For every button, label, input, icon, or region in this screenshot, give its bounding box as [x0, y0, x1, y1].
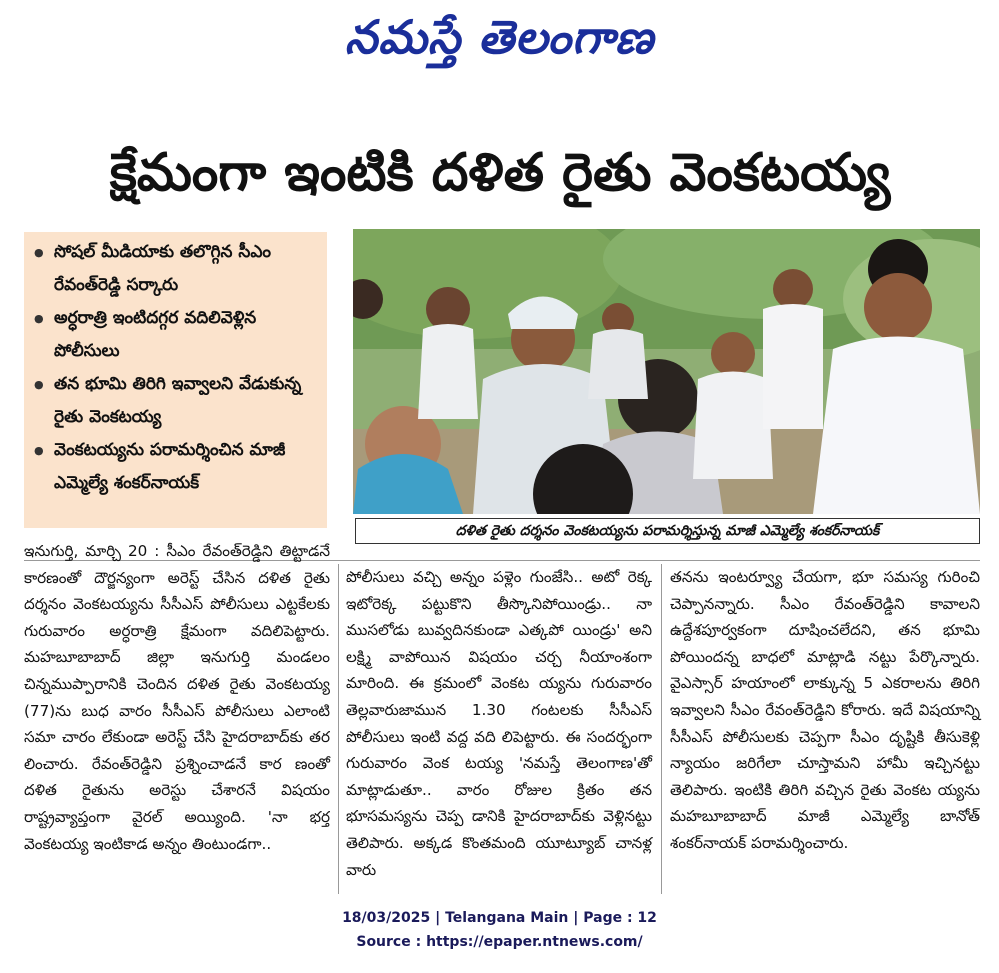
- column-divider: [338, 564, 339, 894]
- article-column-2: పోలీసులు వచ్చి అన్నం పళ్లెం గుంజేసి.. అటో రెక్క ఇటోరెక్క పట్టుకొని తీస్కొనిపోయిండ్రు.. నా ముసలోడు బువ్వదినకుండా ఎత్కపో యిండ్రు' అని లక్ష్మి వాపోయిన విషయం చర్చ నీయాంశంగా మారింది. ఈ క్రమంలో వెంకట య్యను గురువారం తెల్లవారుజామున 1.30 గంటలకు సీసీఎస్ పోలీసులు ఇంటి వద్ద వది లిపెట్టారు. ఈ సందర్భంగా గురువారం వెంక టయ్య 'నమస్తే తెలంగాణ'తో మాట్లాడుతూ.. వారం రోజుల క్రితం తన భూసమస్యను చెప్ప డానికి హైదరాబాద్‌కు వెళ్లినట్టు తెలిపారు. అక్కడ కొంతమంది యూట్యూబ్ చానళ్ల వారు: [346, 568, 652, 879]
- highlight-item: ● తన భూమి తిరిగి ఇవ్వాలని వేడుకున్న రైతు వెంకటయ్య: [34, 368, 321, 434]
- column-divider: [661, 564, 662, 894]
- highlights-box: [24, 232, 327, 528]
- article-column-3: తనను ఇంటర్వ్యూ చేయగా, భూ సమస్య గురించి చెప్పానన్నారు. సీఎం రేవంత్‌రెడ్డిని కావాలని ఉద్దేశపూర్వకంగా దూషించలేదని, తన భూమి పోయిందన్న బాధలో మాట్లాడి నట్టు పేర్కొన్నారు. వైఎస్సార్ హయాంలో లాక్కున్న 5 ఎకరాలను తిరిగి ఇవ్వాలని సీఎం రేవంత్‌రెడ్డిని కోరారు. ఇదే విషయాన్ని సీసీఎస్ పోలీసులకు చెప్పగా సీఎం దృష్టికి తీసుకెళ్లి న్యాయం జరిగేలా చూస్తామని హామీ ఇచ్చినట్టు తెలిపారు. ఇంటికి తిరిగి వచ్చిన రైతు వెంకట య్యను మహబూబాబాద్ మాజీ ఎమ్మెల్యే బానోత్ శంకర్‌నాయక్ పరామర్శించారు.: [670, 568, 980, 852]
- highlight-item: ● అర్ధరాత్రి ఇంటిదగ్గర వదిలివెళ్లిన పోలీసులు: [34, 302, 321, 368]
- footer-date-line: 18/03/2025 | Telangana Main | Page : 12: [342, 910, 657, 926]
- highlight-item: ● సోషల్ మీడియాకు తలొగ్గిన సీఎం రేవంత్‌రెడ్డి సర్కారు: [34, 236, 321, 302]
- highlight-item: ● వెంకటయ్యను పరామర్శించిన మాజీ ఎమ్మెల్యే శంకర్‌నాయక్: [34, 434, 321, 500]
- footer-source-line[interactable]: Source : https://epaper.ntnews.com/: [356, 934, 643, 950]
- headline: క్షేమంగా ఇంటికి దళిత రైతు వెంకటయ్య: [109, 143, 891, 203]
- masthead-title: నమస్తే తెలంగాణ: [344, 10, 655, 64]
- article-column-1: ఇనుగుర్తి, మార్చి 20 : సీఎం రేవంత్‌రెడ్డిని తిట్టాడనే కారణంతో దౌర్జన్యంగా అరెస్ట్ చేసిన దళిత రైతు దర్శనం వెంకటయ్యను సీసీఎస్ పోలీసులు ఎట్టకేలకు గురువారం అర్ధరాత్రి క్షేమంగా వదిలిపెట్టారు. మహబూబాబాద్ జిల్లా ఇనుగుర్తి మండలం చిన్నముప్పారానికి చెందిన దళిత రైతు వెంకటయ్య (77)ను బుధ వారం సీసీఎస్ పోలీసులు ఎలాంటి సమా చారం లేకుండా అరెస్ట్ చేసి హైదరాబాద్‌కు తర లించారు. రేవంత్‌రెడ్డిని ప్రశ్నించాడనే కార ణంతో దళిత రైతును అరెస్టు చేశారనే విషయం రాష్ట్రవ్యాప్తంగా వైరల్ అయ్యింది. 'నా భర్త వెంకటయ్య ఇంటికాడ అన్నం తింటుండగా..: [24, 542, 330, 853]
- masthead: [0, 4, 999, 74]
- news-photo: [353, 229, 980, 514]
- photo-caption: దళిత రైతు దర్శనం వెంకటయ్యను పరామర్శిస్తున్న మాజీ ఎమ్మెల్యే శంకర్‌నాయక్: [355, 518, 980, 544]
